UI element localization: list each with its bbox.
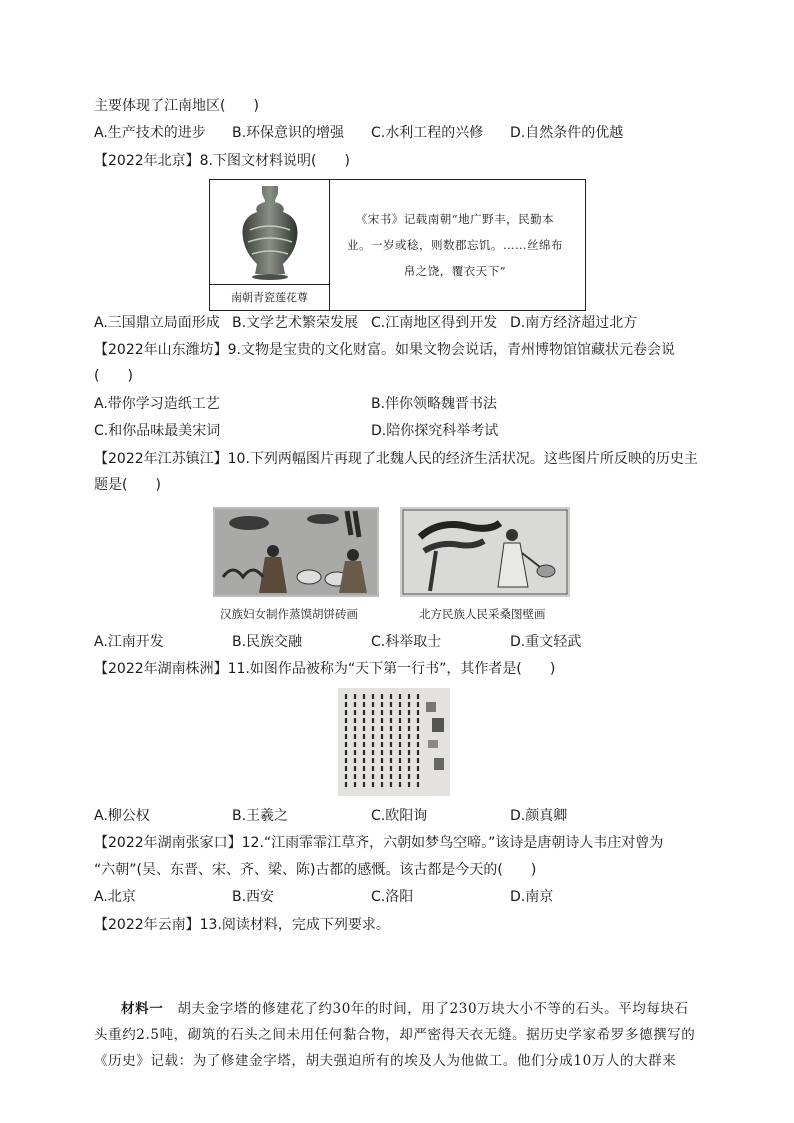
q9-stem xyxy=(94,340,675,360)
q8-quote-line: 帛之饶，覆衣天下” xyxy=(403,264,507,278)
q8-quote xyxy=(345,206,565,284)
q8-option-c: C.江南地区得到开发 xyxy=(371,315,498,331)
q10-stem xyxy=(94,449,698,469)
q8-stem xyxy=(94,151,350,171)
q12-option-b: B.西安 xyxy=(232,889,275,905)
q13-stem xyxy=(94,915,390,935)
q10-option-b: B.民族交融 xyxy=(232,634,303,650)
q12-option-d: D.南京 xyxy=(510,889,554,905)
q11-source: 【2022年湖南株洲】 xyxy=(94,661,228,677)
q11-stem xyxy=(94,659,555,679)
q7-option-a: A.生产技术的进步 xyxy=(94,125,206,141)
q12-option-a: A.北京 xyxy=(94,889,136,905)
q9-option-c: C.和你品味最美宋词 xyxy=(94,423,221,439)
q11-stem-text: 11.如图作品被称为“天下第一行书”，其作者是( ) xyxy=(227,661,556,677)
q12-stem-text: 12.“江雨霏霏江草齐，六朝如梦鸟空啼。”该诗是唐朝诗人韦庄对曾为 xyxy=(241,835,664,851)
q8-quote-line: 《宋书》记载南朝“地广野丰，民勤本 xyxy=(355,212,555,226)
q8-stem-text: 8.下图文材料说明( ) xyxy=(199,153,350,169)
q10-option-a: A.江南开发 xyxy=(94,634,164,650)
q9-stem-text: 9.文物是宝贵的文化财富。如果文物会说话，青州博物馆馆藏状元卷会说 xyxy=(227,342,675,358)
q9-source: 【2022年山东潍坊】 xyxy=(94,342,228,358)
q9-option-b: B.伴你领略魏晋书法 xyxy=(371,396,498,412)
q12-source: 【2022年湖南张家口】 xyxy=(94,835,242,851)
q9-stem-cont: ( ) xyxy=(94,368,133,384)
q7-option-d: D.自然条件的优越 xyxy=(510,125,624,141)
q9-option-a: A.带你学习造纸工艺 xyxy=(94,396,220,412)
q12-option-c: C.洛阳 xyxy=(371,889,414,905)
q11-option-c: C.欧阳询 xyxy=(371,808,428,824)
q10-stem-cont: 题是( ) xyxy=(94,477,161,493)
mulberry-mural-image xyxy=(400,507,570,597)
q13-material-text: 胡夫金字塔的修建花了约30年的时间，用了230万块大小不等的石头。平均每块石头重约2.5吨，砌筑的石头之间未用任何黏合物，却严密得天衣无缝。据历史学家希罗多德撰写的《历史》记载：为了修建金字塔，胡夫强迫所有的埃及人为他做工。他们分成10万人的大群来 xyxy=(94,1001,696,1069)
q8-image-caption: 南朝青瓷莲花尊 xyxy=(210,284,329,311)
q8-material-table xyxy=(209,179,586,311)
q13-material-label: 材料一 xyxy=(121,1001,164,1017)
q7-option-b: B.环保意识的增强 xyxy=(232,125,345,141)
q7-option-c: C.水利工程的兴修 xyxy=(371,125,484,141)
q10-option-d: D.重文轻武 xyxy=(510,634,582,650)
q11-option-a: A.柳公权 xyxy=(94,808,150,824)
q10-caption-right: 北方民族人民采桑图壁画 xyxy=(419,607,546,621)
q12-stem xyxy=(94,833,663,853)
q11-option-b: B.王羲之 xyxy=(232,808,289,824)
q10-caption-left: 汉族妇女制作蒸馍胡饼砖画 xyxy=(220,607,358,621)
q10-source: 【2022年江苏镇江】 xyxy=(94,451,228,467)
q13-material xyxy=(94,996,700,1074)
q8-quote-line: 业。一岁或稔，则数郡忘饥。……丝绵布 xyxy=(347,238,563,252)
q8-option-a: A.三国鼎立局面形成 xyxy=(94,315,220,331)
q13-source: 【2022年云南】 xyxy=(94,917,200,933)
q10-option-c: C.科举取士 xyxy=(371,634,442,650)
brick-painting-image xyxy=(213,507,379,597)
q10-stem-text: 10.下列两幅图片再现了北魏人民的经济生活状况。这些图片所反映的历史主 xyxy=(227,451,698,467)
q8-option-d: D.南方经济超过北方 xyxy=(510,315,638,331)
q12-stem-cont: “六朝”(吴、东晋、宋、齐、梁、陈)古都的感慨。该古都是今天的( ) xyxy=(94,862,537,878)
q8-source: 【2022年北京】 xyxy=(94,153,200,169)
calligraphy-image xyxy=(338,688,450,796)
lotus-vase-image xyxy=(210,180,329,284)
q13-stem-text: 13.阅读材料，完成下列要求。 xyxy=(199,917,390,933)
q8-option-b: B.文学艺术繁荣发展 xyxy=(232,315,359,331)
q7-stem: 主要体现了江南地区( ) xyxy=(94,98,259,114)
q11-option-d: D.颜真卿 xyxy=(510,808,568,824)
q9-option-d: D.陪你探究科举考试 xyxy=(371,423,499,439)
